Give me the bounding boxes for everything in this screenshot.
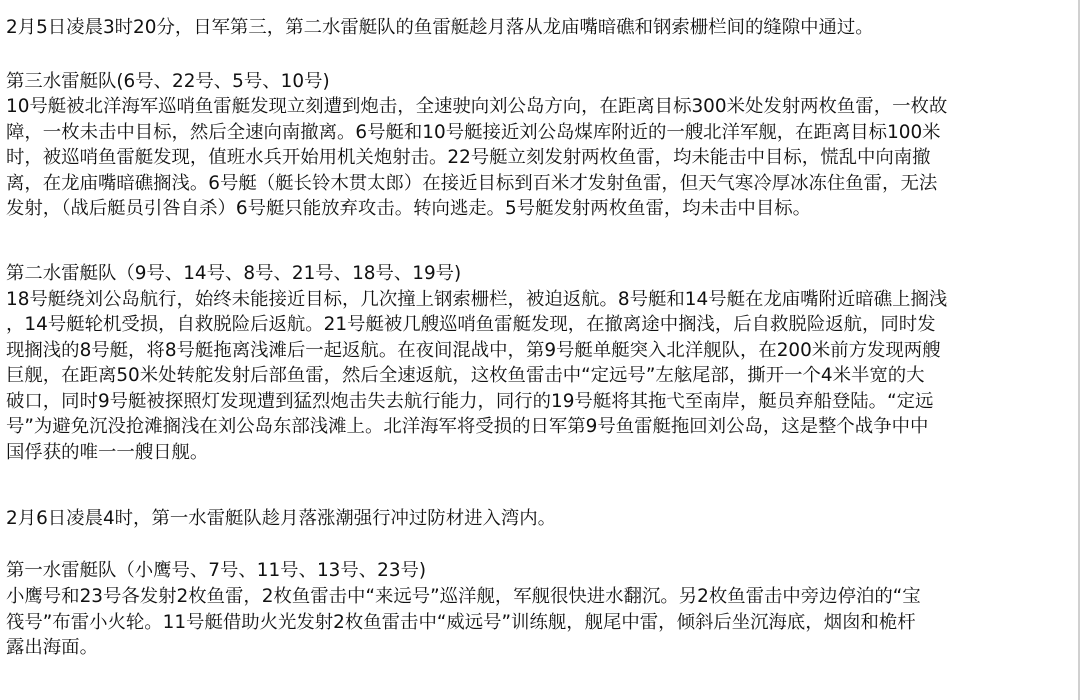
section1-line: 筏号”布雷小火轮。11号艇借助火光发射2枚鱼雷击中“威远号”训练舰，舰尾中雷，倾斜后坐沉海底，烟囱和桅杆 (6, 612, 916, 633)
section3-line: 障，一枚未击中目标，然后全速向南撤离。6号艇和10号艇接近刘公岛煤库附近的一艘北洋军舰，在距离目标100米 (6, 122, 941, 143)
section2-line: 破口，同时9号艇被探照灯发现遭到猛烈炮击失去航行能力，同行的19号艇将其拖弋至南岸，艇员弃船登陆。“定远 (6, 391, 934, 412)
section1-line: 露出海面。 (6, 637, 98, 658)
section3-line: 发射，（战后艇员引咎自杀）6号艇只能放弃攻击。转向逃走。5号艇发射两枚鱼雷，均未击中目标。 (6, 198, 811, 219)
section1-line: 小鹰号和23号各发射2枚鱼雷，2枚鱼雷击中“来远号”巡洋舰，军舰很快进水翻沉。另2枚鱼雷击中旁边停泊的“宝 (6, 586, 921, 607)
section2-line: 国俘获的唯一一艘日舰。 (6, 442, 209, 463)
section2-line: 号”为避免沉没抢滩搁浅在刘公岛东部浅滩上。北洋海军将受损的日军第9号鱼雷艇拖回刘公岛，这是整个战争中中 (6, 416, 929, 437)
section2-heading: 第二水雷艇队（9号、14号、8号、21号、18号、19号) (6, 263, 462, 284)
section2-line: 18号艇绕刘公岛航行，始终未能接近目标，几次撞上钢索栅栏，被迫返航。8号艇和14号艇在龙庙嘴附近暗礁上搁浅 (6, 289, 948, 310)
intro-paragraph: 2月5日凌晨3时20分，日军第三，第二水雷艇队的鱼雷艇趁月落从龙庙嘴暗礁和钢索栅栏间的缝隙中通过。 (6, 17, 874, 38)
section3-heading: 第三水雷艇队(6号、22号、5号、10号) (6, 71, 330, 92)
section2-line: ，14号艇轮机受损，自救脱险后返航。21号艇被几艘巡哨鱼雷艇发现，在撤离途中搁浅，后自救脱险返航，同时发 (6, 314, 936, 335)
section3-line: 10号艇被北洋海军巡哨鱼雷艇发现立刻遭到炮击，全速驶向刘公岛方向，在距离目标300米处发射两枚鱼雷，一枚故 (6, 96, 948, 117)
section3-line: 时，被巡哨鱼雷艇发现，值班水兵开始用机关炮射击。22号艇立刻发射两枚鱼雷，均未能击中目标，慌乱中向南撤 (6, 147, 931, 168)
date-paragraph: 2月6日凌晨4时，第一水雷艇队趁月落涨潮强行冲过防材进入湾内。 (6, 508, 557, 529)
section2-line: 巨舰，在距离50米处转舵发射后部鱼雷，然后全速返航，这枚鱼雷击中“定远号”左舷尾部，撕开一个4米半宽的大 (6, 365, 925, 386)
section3-line: 离，在龙庙嘴暗礁搁浅。6号艇（艇长铃木贯太郎）在接近目标到百米才发射鱼雷，但天气寒冷厚冰冻住鱼雷，无法 (6, 173, 938, 194)
section2-line: 现搁浅的8号艇，将8号艇拖离浅滩后一起返航。在夜间混战中，第9号艇单艇突入北洋舰队，在200米前方发现两艘 (6, 340, 941, 361)
section1-heading: 第一水雷艇队（小鹰号、7号、11号、13号、23号) (6, 560, 427, 581)
